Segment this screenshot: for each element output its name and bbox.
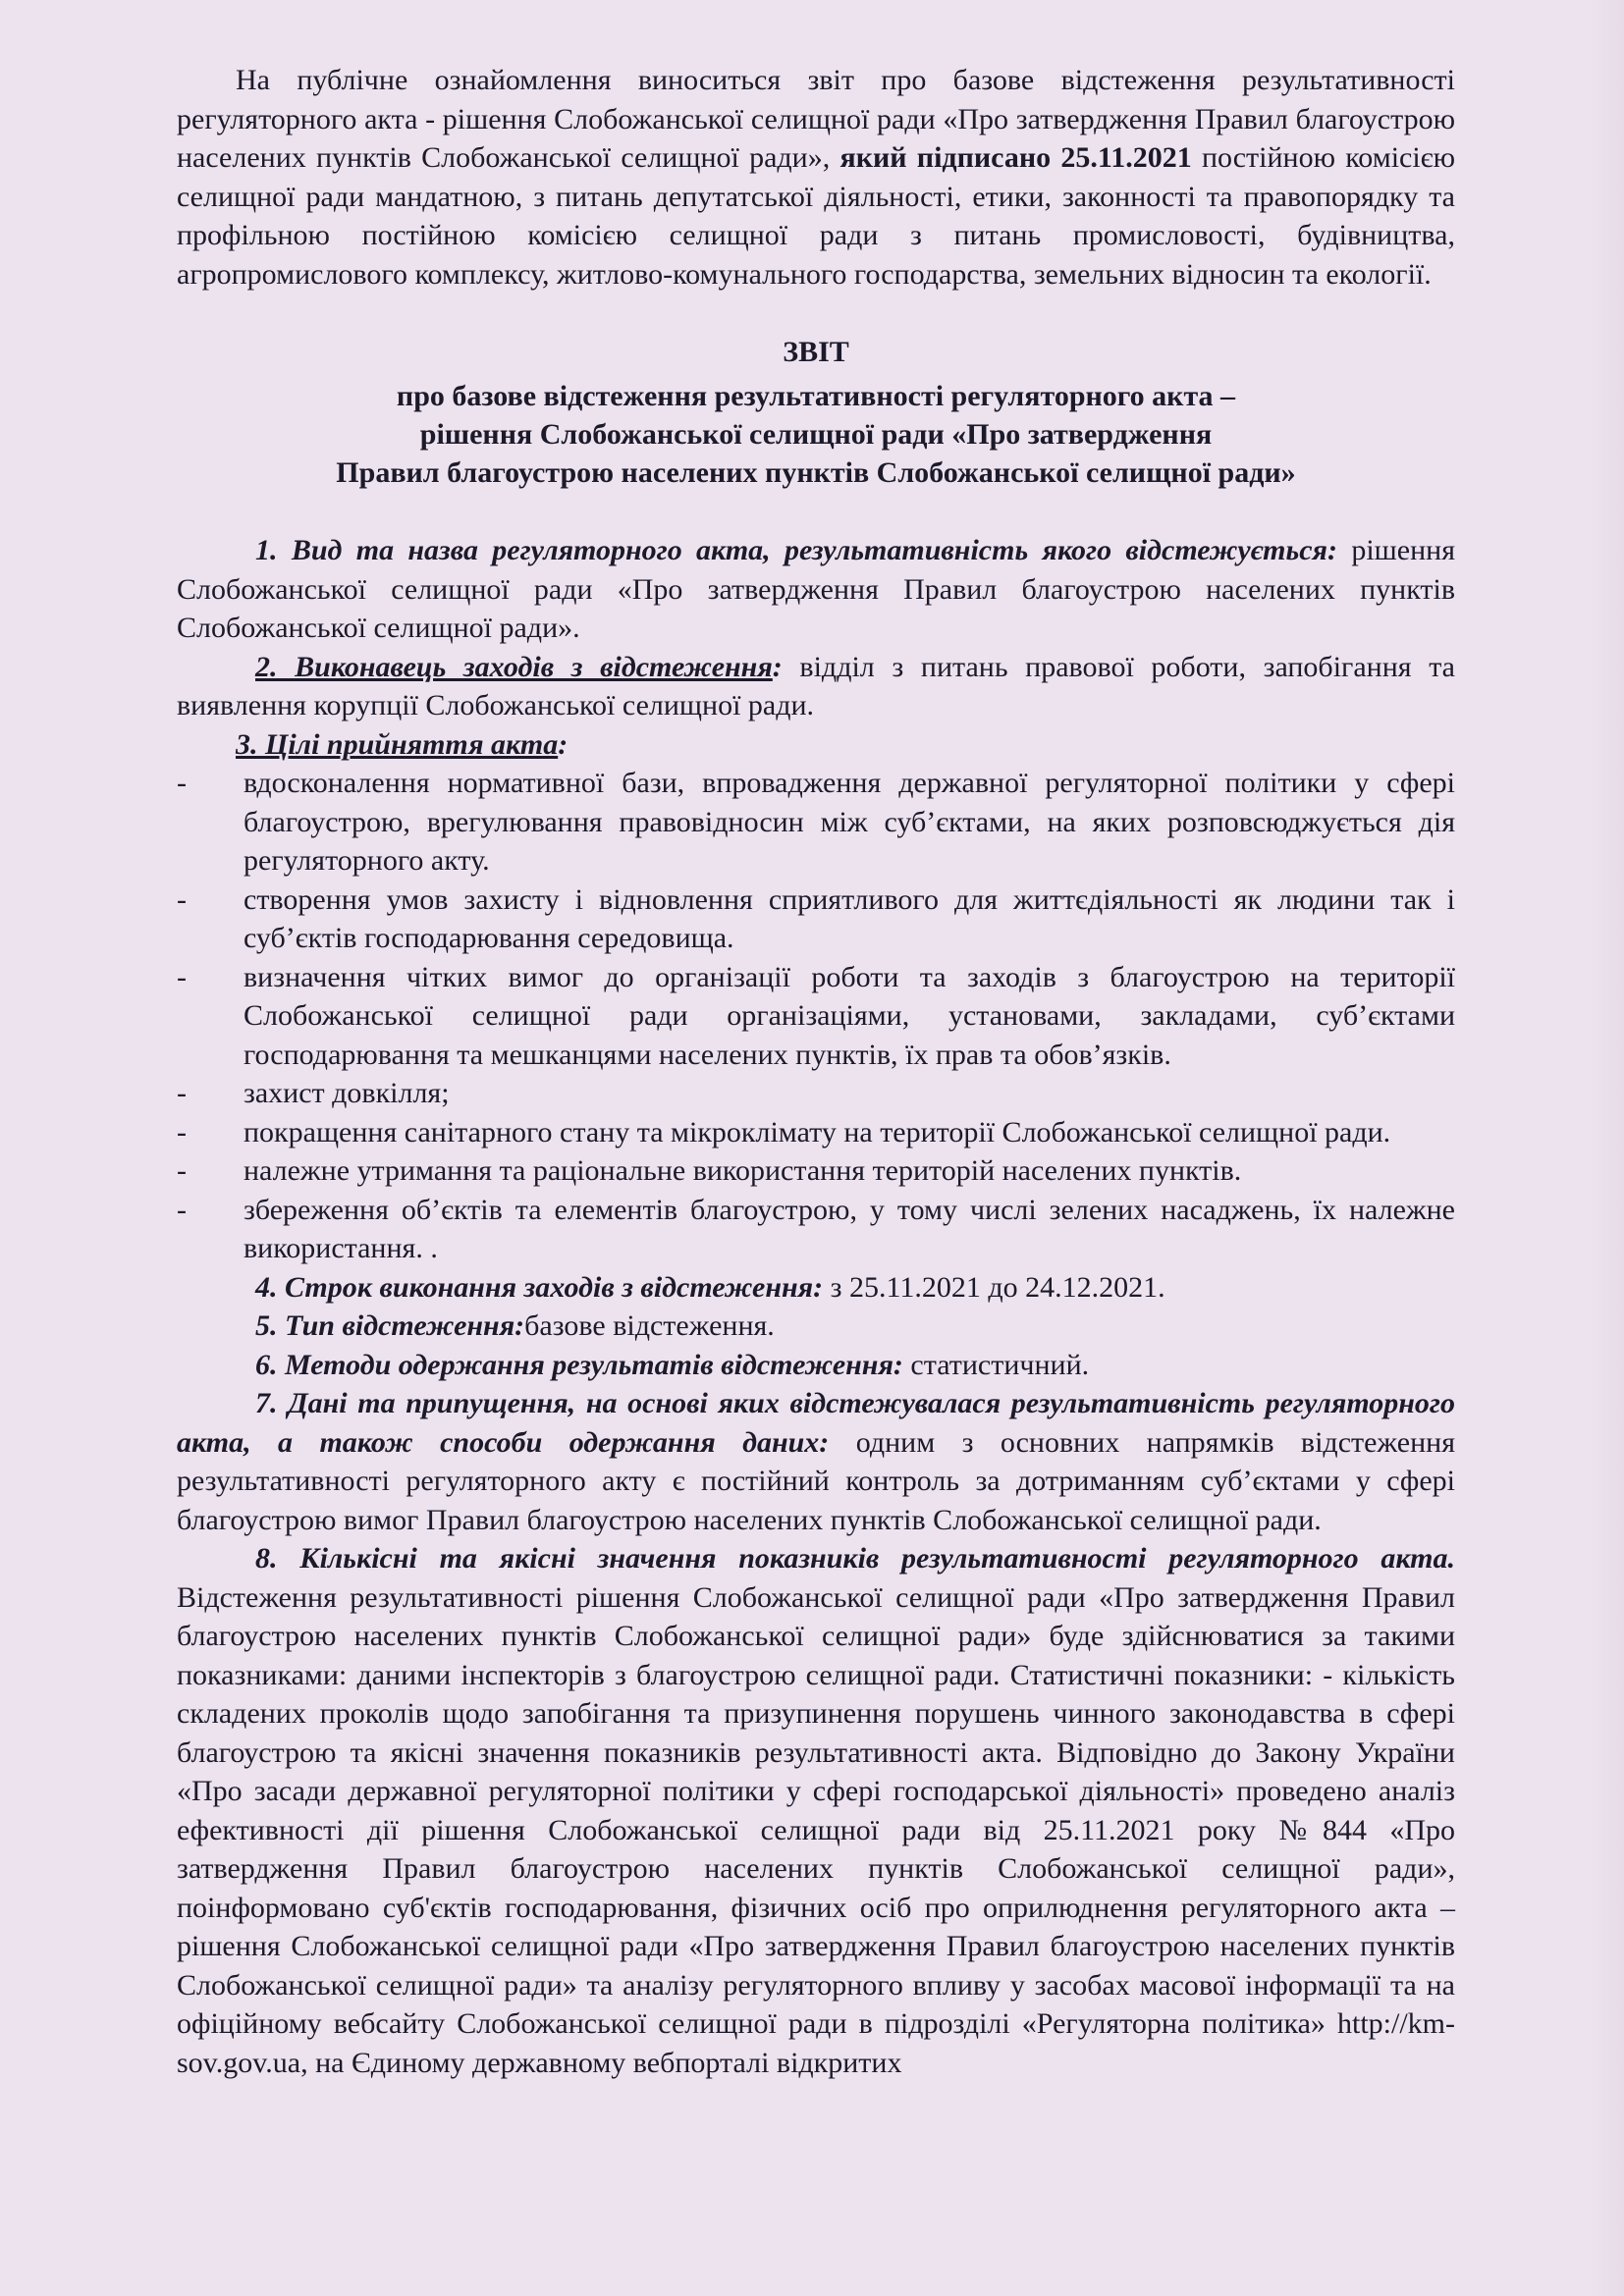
list-item [177, 881, 1455, 958]
section-6-text: статистичний. [902, 1348, 1090, 1381]
list-item [177, 1113, 1455, 1152]
section-2 [177, 648, 1455, 725]
section-3-goals-list [177, 764, 1455, 1268]
section-7-text: одним з основних напрямків відстеження результативності регуляторного акту є постійний контроль за дотриманням суб’єктами у сфері благоустрою вимог Правил благоустрою населених пунктів Слобожанської селищної ради. [177, 1425, 1455, 1536]
section-6-label: 6. Методи одержання результатів відстеження: [255, 1348, 903, 1381]
list-item-text: вдосконалення нормативної бази, впровадження державної регуляторної політики у сфері благоустрою, врегулювання правовідносин між суб’єктами, на яких розповсюджується дія регуляторного акту. [244, 767, 1455, 877]
dash-marker: - [177, 1115, 187, 1148]
intro-paragraph [177, 61, 1455, 294]
list-item-text: визначення чітких вимог до організації роботи та заходів з благоустрою на території Слобожанської селищної ради організаціями, установами, закладами, суб’єктами господарювання та мешканцями населених пунктів, їх прав та обов’язків. [244, 960, 1455, 1071]
intro-text: На публічне ознайомлення виноситься звіт про базове відстеження результативності регуляторного акта - рішення Слобожанської селищної ради «Про затвердження Правил благоустрою населених пунктів Слобожанської селищної ради», [177, 64, 1455, 174]
section-8-label: 8. Кількісні та якісні значення показників результативності регуляторного акта. [255, 1542, 1455, 1575]
report-heading: ЗВІТ [783, 336, 849, 368]
dash-marker: - [177, 1077, 187, 1109]
section-8 [177, 1539, 1455, 2082]
section-5-label: 5. Тип відстеження [255, 1309, 515, 1342]
dash-marker: - [177, 1193, 187, 1226]
list-item-text: покращення санітарного стану та мікроклімату на території Слобожанської селищної ради. [244, 1115, 1391, 1148]
list-item-text: належне утримання та раціональне використання територій населених пунктів. [244, 1154, 1242, 1187]
section-2-label: 2. Виконавець заходів з відстеження [255, 650, 773, 683]
section-1-label: 1. Вид та назва регуляторного акта, результативність якого відстежується: [255, 534, 1337, 566]
section-4 [177, 1268, 1455, 1308]
section-5 [177, 1307, 1455, 1346]
dash-marker: - [177, 767, 187, 799]
section-4-text: з 25.11.2021 до 24.12.2021. [823, 1270, 1165, 1304]
section-1 [177, 531, 1455, 648]
section-5-colon: : [514, 1309, 525, 1342]
section-3-colon: : [558, 727, 568, 761]
report-subtitle-line-1: про базове відстеження результативності регуляторного акта – [396, 380, 1236, 412]
section-4-label: 4. Строк виконання заходів з відстеження: [255, 1270, 824, 1304]
list-item [177, 1074, 1455, 1113]
dash-marker: - [177, 882, 187, 916]
section-6 [177, 1346, 1455, 1385]
list-item-text: створення умов захисту і відновлення сприятливого для життєдіяльності як людини так і суб’єктів господарювання середовища. [244, 882, 1455, 954]
section-7-label: 7. Дані та припущення, на основі яких відстежувалася результативність регуляторного акта, а також способи одержання даних: [177, 1387, 1455, 1459]
report-subtitle-line-2: рішення Слобожанської селищної ради «Про затвердження [419, 418, 1213, 451]
intro-text-after: постійною комісією селищної ради мандатною, з питань депутатської діяльності, етики, законності та правопорядку та профільною постійною комісією селищної ради з питань промисловості, будівництва, агропромислового комплексу, житлово-комунального господарства, земельних відносин та екології. [177, 141, 1455, 291]
list-item [177, 1191, 1455, 1268]
list-item [177, 764, 1455, 881]
section-3-label: 3. Цілі прийняття акта [236, 727, 559, 761]
list-item-text: збереження об’єктів та елементів благоустрою, у тому числі зелених насаджень, їх належне використання. . [244, 1193, 1455, 1264]
list-item [177, 1151, 1455, 1191]
section-7 [177, 1384, 1455, 1539]
section-3 [177, 725, 1455, 765]
dash-marker: - [177, 960, 187, 993]
section-2-text: відділ з питань правової роботи, запобігання та виявлення корупції Слобожанської селищної ради. [177, 650, 1455, 721]
section-1-text: рішення Слобожанської селищної ради «Про затвердження Правил благоустрою населених пунктів Слобожанської селищної ради». [177, 534, 1455, 644]
list-item-text: захист довкілля; [244, 1077, 450, 1109]
section-8-text: Відстеження результативності рішення Слобожанської селищної ради «Про затвердження Правил благоустрою населених пунктів Слобожанської селищної ради» буде здійснюватися за такими показниками: даними інспекторів з благоустрою селищної ради. Статистичні показники: - кількість складених проколів щодо запобігання та призупинення порушень чинного законодавства в сфері благоустрою та якісні значення показників результативності акта. Відповідно до Закону України «Про засади державної регуляторної політики у сфері господарської діяльності» проведено аналіз ефективності дії рішення Слобожанської селищної ради від 25.11.2021 року №844 «Про затвердження Правил благоустрою населених пунктів Слобожанської селищної ради», поінформовано суб'єктів господарювання, фізичних осіб про оприлюднення регуляторного акта – рішення Слобожанської селищної ради «Про затвердження Правил благоустрою населених пунктів Слобожанської селищної ради» та аналізу регуляторного впливу у засобах масової інформації та на офіційному вебсайту Слобожанської селищної ради в підрозділі «Регуляторна політика» http://km-sov.gov.ua, на Єдиному державному вебпорталі відкритих [177, 1580, 1455, 2079]
list-item [177, 958, 1455, 1075]
dash-marker: - [177, 1154, 187, 1187]
intro-signed-date: який підписано 25.11.2021 [839, 141, 1192, 174]
report-title [177, 333, 1455, 492]
section-5-text: базове відстеження. [524, 1309, 775, 1342]
report-subtitle-line-3: Правил благоустрою населених пунктів Слобожанської селищної ради» [336, 456, 1296, 489]
section-2-colon: : [772, 650, 783, 683]
